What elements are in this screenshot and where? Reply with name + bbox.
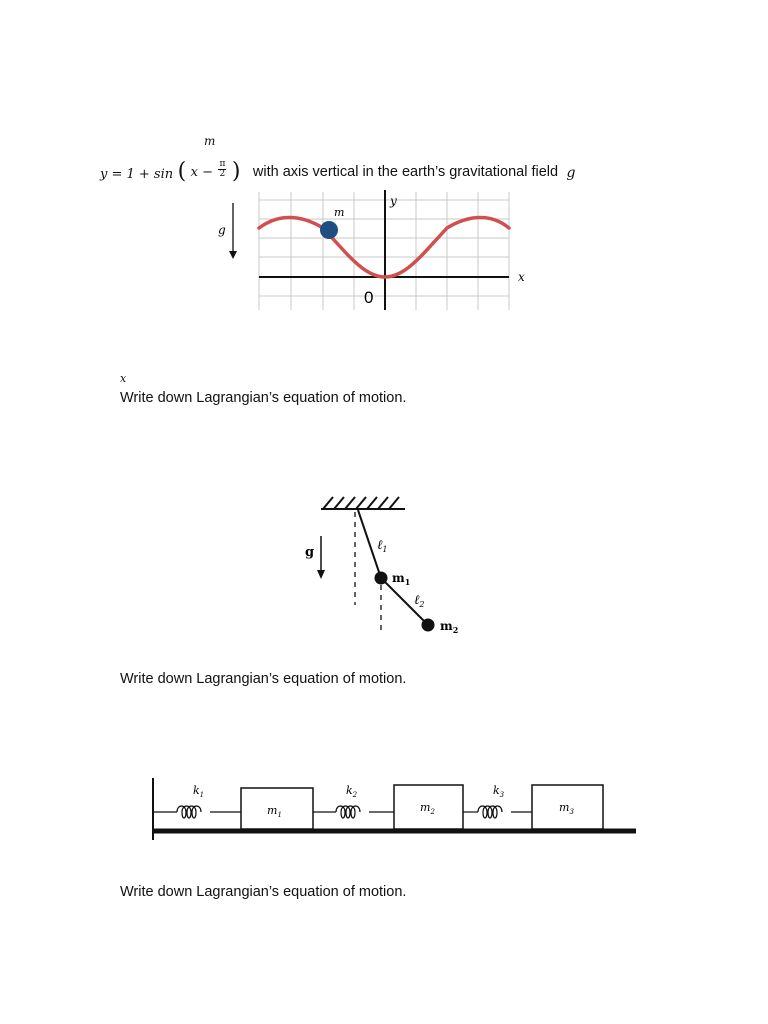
g-symbol: g [566,165,576,181]
equation-close-paren: ) [231,159,241,184]
instruction-1: Write down Lagrangian’s equation of motion. [120,390,407,406]
spring-k3 [463,806,532,818]
bead-mass-label: m [334,206,345,219]
spring-mass-chain-figure [0,770,768,850]
equation-lhs: y = 1 + sin [100,167,174,182]
sine-track-figure [0,0,768,340]
spring-k2 [313,806,394,818]
y-axis-label: y [390,194,397,208]
gravity-arrow-icon [229,203,237,259]
x-axis-label: x [518,270,525,284]
fraction-numerator: π [219,159,226,170]
x-note: x [120,372,127,385]
mass-m1-label: $m_1$ [392,571,411,587]
ceiling-hatching [323,497,399,509]
spring-k1-label: $k_1$ [193,784,205,799]
gravity-arrow-icon [317,536,325,579]
fraction-denominator: 2 [219,169,226,180]
origin-label: 0 [364,288,374,307]
equation-open-paren: ( [177,159,187,184]
mass-m2 [422,619,435,632]
block-m1-label: $m_1$ [267,804,282,819]
mass-m2-label: $m_2$ [440,619,459,635]
bead-mass [320,221,338,239]
instruction-3: Write down Lagrangian’s equation of motion. [120,884,407,900]
length-l2-label: ℓ$_2$ [414,593,425,609]
spring-k1 [153,806,241,818]
block-m3-label: $m_3$ [559,801,574,816]
mass-m1 [375,572,388,585]
length-l1-label: ℓ$_1$ [377,538,388,554]
instruction-2: Write down Lagrangian’s equation of motion. [120,671,407,687]
spring-k3-label: $k_3$ [493,784,505,799]
equation-var: x − [190,165,213,180]
spring-k2-label: $k_2$ [346,784,358,799]
equation-description: with axis vertical in the earth’s gravitational field [252,164,559,180]
gravity-label: g [218,223,226,237]
double-pendulum-figure [0,480,768,650]
gravity-label-2: g [305,545,315,560]
mass-label-top: m [204,134,216,148]
block-m2-label: $m_2$ [420,801,435,816]
